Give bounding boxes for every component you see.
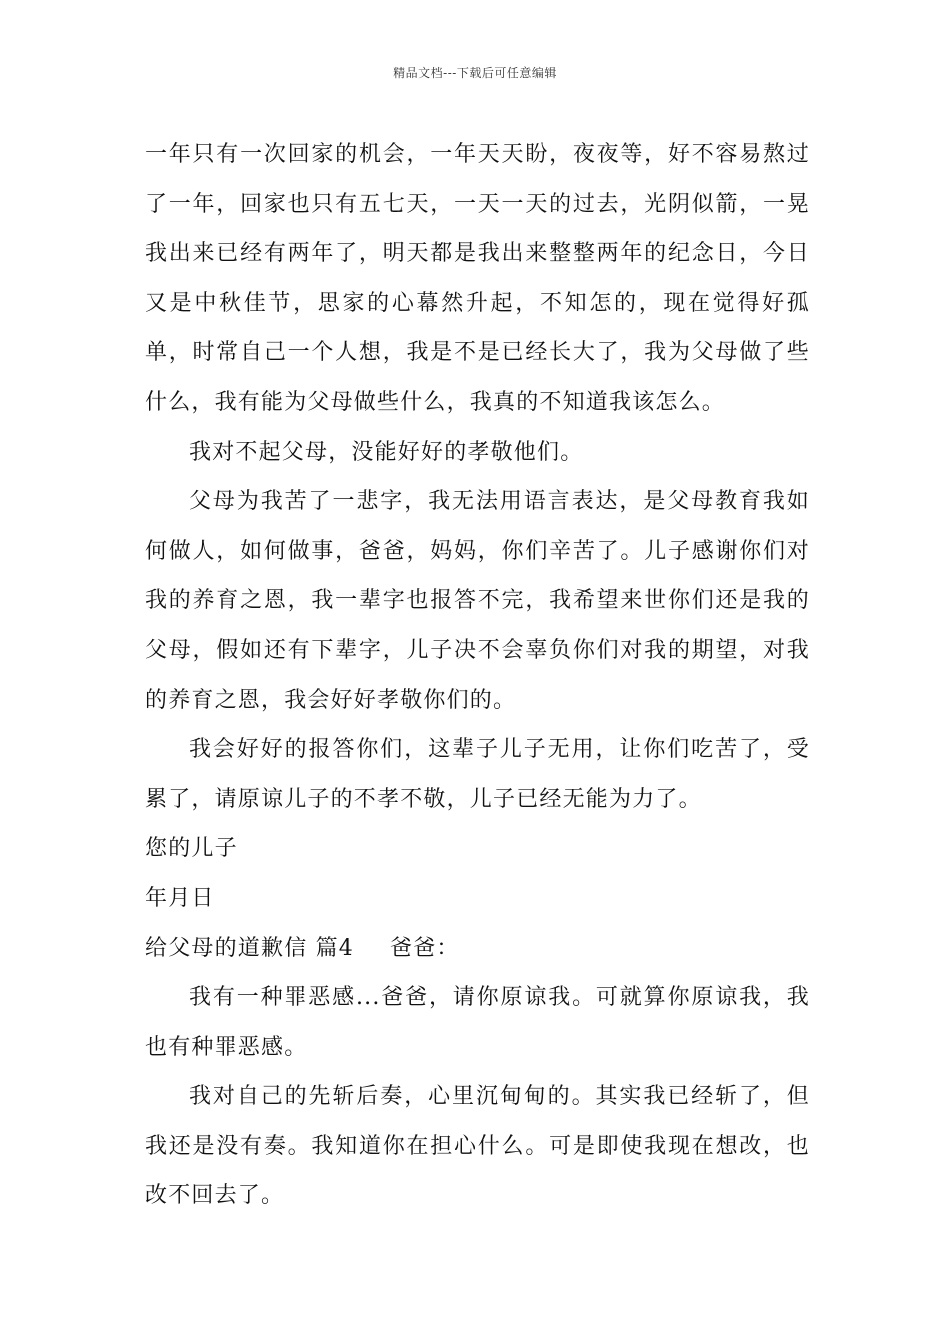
salutation: 爸爸： (390, 935, 460, 961)
section-title: 给父母的道歉信 篇4 (145, 935, 354, 961)
page-header: 精品文档---下载后可任意编辑 (393, 66, 557, 80)
section-heading (145, 924, 810, 974)
signature-line: 您的儿子 (145, 836, 238, 862)
date-line: 年月日 (145, 885, 215, 911)
paragraph-guilt: 我有一种罪恶感...爸爸，请你原谅我。可就算你原谅我，我也有种罪恶感。 (145, 985, 810, 1060)
paragraph-repay: 我会好好的报答你们，这辈子儿子无用，让你们吃苦了，受累了，请原谅儿子的不孝不敬，儿子已经无能为力了。 (145, 737, 810, 812)
paragraph-decision: 我对自己的先斩后奏，心里沉甸甸的。其实我已经斩了，但我还是没有奏。我知道你在担心什么。可是即使我现在想改，也改不回去了。 (145, 1084, 810, 1209)
paragraph-sorry: 我对不起父母，没能好好的孝敬他们。 (189, 439, 584, 465)
paragraph-gratitude: 父母为我苦了一悲字，我无法用语言表达，是父母教育我如何做人，如何做事，爸爸，妈妈，你们辛苦了。儿子感谢你们对我的养育之恩，我一辈字也报答不完，我希望来世你们还是我的父母，假如还有下辈字，儿子决不会辜负你们对我的期望，对我的养育之恩，我会好好孝敬你们的。 (145, 489, 810, 713)
paragraph-homesick: 一年只有一次回家的机会，一年天天盼，夜夜等，好不容易熬过了一年，回家也只有五七天，一天一天的过去，光阴似箭，一晃我出来已经有两年了，明天都是我出来整整两年的纪念日，今日又是中秋佳节，思家的心幕然升起，不知怎的，现在觉得好孤单，时常自己一个人想，我是不是已经长大了，我为父母做了些什么，我有能为父母做些什么，我真的不知道我该怎么。 (145, 142, 810, 415)
letter-body (145, 130, 810, 1221)
